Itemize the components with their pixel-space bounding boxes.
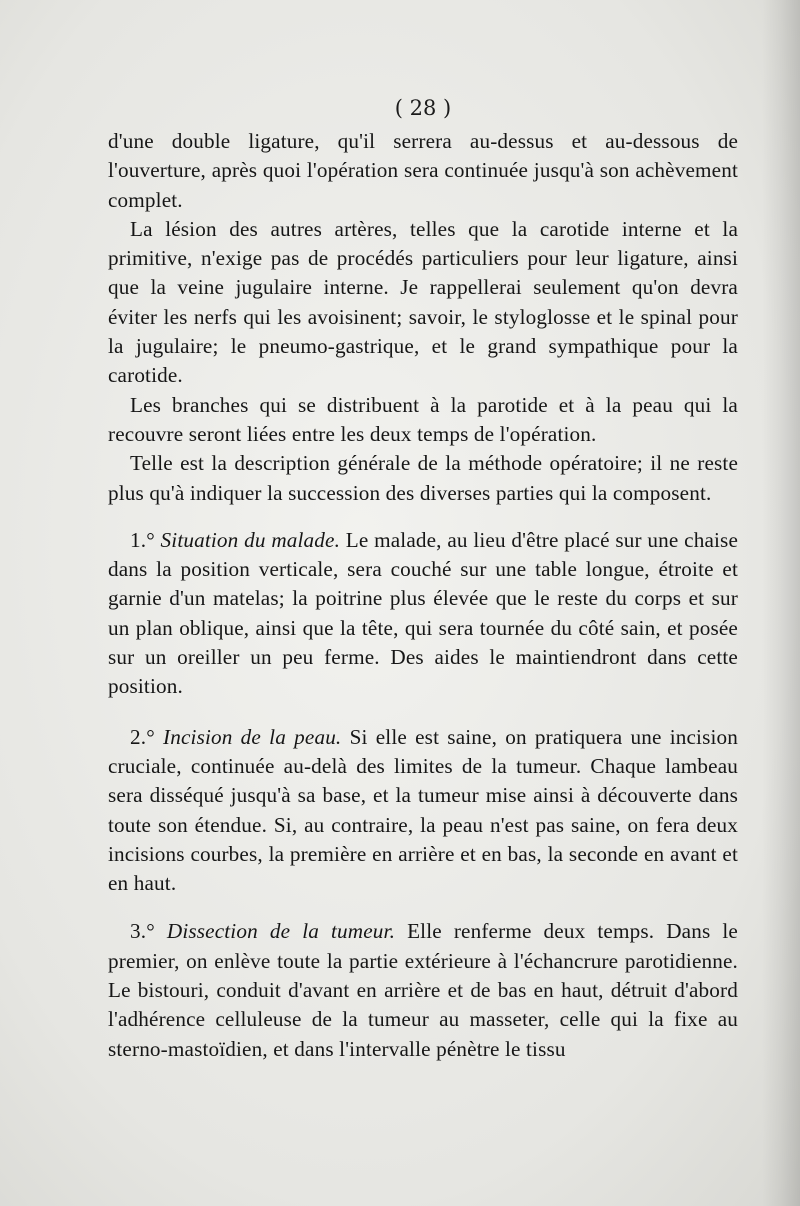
- section-body: Elle renferme deux temps. Dans le premier, on enlève toute la partie extérieure à l'échancrure parotidienne. Le bistouri, conduit d'avant en arrière et de bas en haut, détruit d'abord l'adhérence celluleuse de la tumeur au masseter, celle qui la fixe au sterno-mastoïdien, et dans l'intervalle pénètre le tissu: [108, 919, 738, 1061]
- page-number: ( 28 ): [394, 96, 452, 120]
- paragraph-arteries: La lésion des autres artères, telles que la carotide interne et la primitive, n'exige pas de procédés particuliers pour leur ligature, ainsi que la veine jugulaire interne. Je rappellerai seulement qu'on devra éviter les nerfs qui les avoisinent; savoir, le styloglosse et le spinal pour la jugulaire; le pneumo-gastrique, et le grand sympathique pour la carotide.: [108, 216, 738, 388]
- section-title: Incision de la peau.: [163, 724, 342, 749]
- page-edge-shadow: [762, 0, 800, 1206]
- section-number: 1.°: [130, 527, 155, 552]
- section-number: 2.°: [130, 724, 155, 749]
- section-incision: [108, 723, 738, 899]
- section-title: Situation du malade.: [160, 527, 341, 552]
- paragraph-method: Telle est la description générale de la méthode opératoire; il ne reste plus qu'à indiquer la succession des diverses parties qui la composent.: [108, 451, 738, 505]
- section-title: Dissection de la tumeur.: [166, 919, 396, 944]
- section-body: Si elle est saine, on pratiquera une incision cruciale, continuée au-delà des limites de la tumeur. Chaque lambeau sera disséqué jusqu'à sa base, et la tumeur mise ainsi à découverte dans toute son étendue. Si, au contraire, la peau n'est pas saine, on fera deux incisions courbes, la première en arrière et en bas, la seconde en avant et en haut.: [108, 724, 738, 896]
- section-dissection: [108, 917, 738, 1063]
- section-situation: [108, 526, 738, 702]
- paragraph-continuation: d'une double ligature, qu'il serrera au-dessus et au-dessous de l'ouverture, après quoi l'opération sera continuée jusqu'à son achèvement complet.: [108, 129, 738, 212]
- section-body: Le malade, au lieu d'être placé sur une chaise dans la position verticale, sera couché sur une table longue, étroite et garnie d'un matelas; la poitrine plus élevée que le reste du corps et sur un plan oblique, ainsi que la tête, qui sera tournée du côté sain, et posée sur un oreiller un peu ferme. Des aides le maintiendront dans cette position.: [108, 527, 738, 699]
- section-number: 3.°: [130, 919, 155, 944]
- body-text: [108, 127, 738, 1064]
- paragraph-branches: Les branches qui se distribuent à la parotide et à la peau qui la recouvre seront liées entre les deux temps de l'opération.: [108, 392, 738, 446]
